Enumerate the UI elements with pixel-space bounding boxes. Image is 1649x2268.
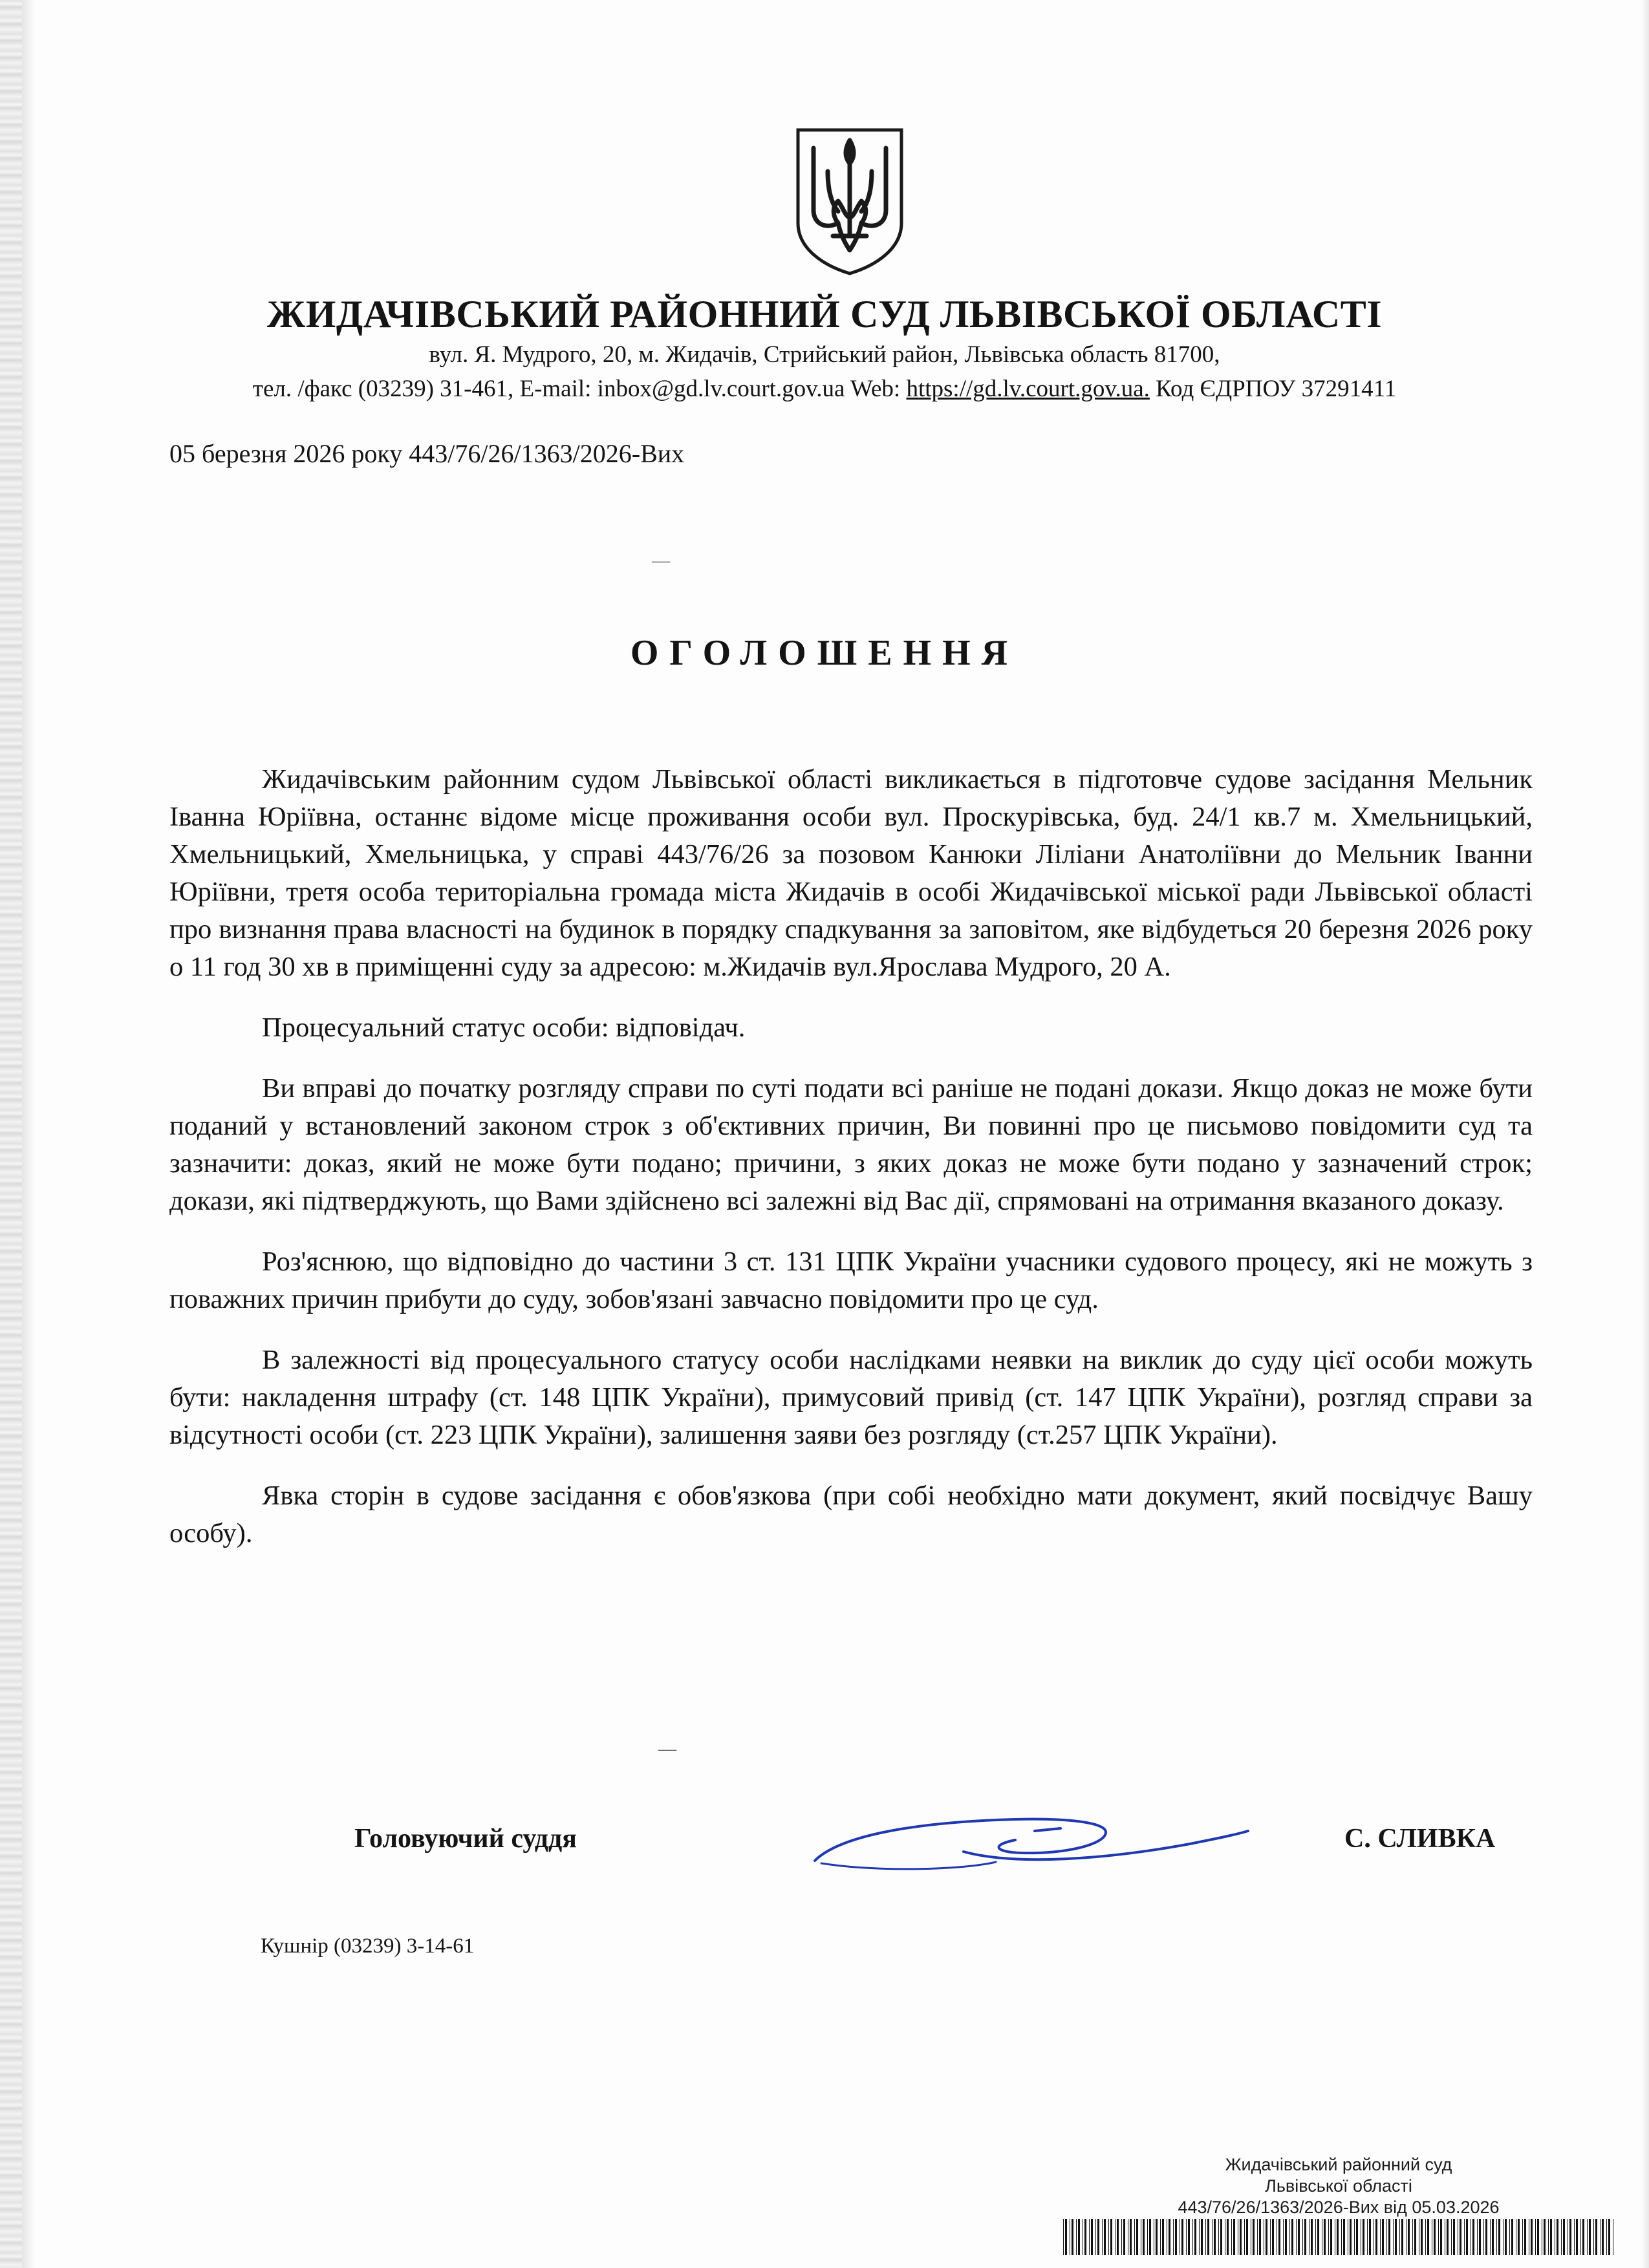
barcode-bar xyxy=(1544,2219,1546,2255)
barcode-bar xyxy=(1328,2219,1329,2255)
barcode-bar xyxy=(1205,2219,1206,2255)
paragraph-explanation: Роз'яснюю, що відповідно до частини 3 ст. 131 ЦПК України учасники судового процесу, які не можуть з поважних причин прибути до суду, зобов'язані завчасно повідомити про це суд. xyxy=(169,1246,1533,1314)
barcode-bar xyxy=(1207,2219,1209,2255)
barcode-bar xyxy=(1199,2219,1200,2255)
barcode-bar xyxy=(1557,2219,1558,2255)
barcode-bar xyxy=(1563,2219,1565,2255)
barcode-bar xyxy=(1479,2219,1481,2255)
barcode-bar xyxy=(1272,2219,1274,2255)
stamp-registration-number: 443/76/26/1363/2026-Вих від 05.03.2026 xyxy=(1178,2198,1500,2217)
registration-stamp xyxy=(1067,2154,1610,2218)
barcode-bar xyxy=(1309,2219,1310,2255)
barcode-bar xyxy=(1414,2219,1416,2255)
barcode-bar xyxy=(1063,2219,1064,2255)
barcode-bar xyxy=(1175,2219,1177,2255)
barcode-bar xyxy=(1496,2219,1497,2255)
barcode-bar xyxy=(1188,2219,1190,2255)
barcode-bar xyxy=(1509,2219,1510,2255)
barcode-bar xyxy=(1537,2219,1539,2255)
barcode-bar xyxy=(1231,2219,1232,2255)
barcode-bar xyxy=(1173,2219,1174,2255)
barcode-bar xyxy=(1561,2219,1562,2255)
barcode-bar xyxy=(1220,2219,1222,2255)
registration-barcode xyxy=(1061,2219,1617,2255)
barcode-bar xyxy=(1440,2219,1442,2255)
barcode-bar xyxy=(1427,2219,1429,2255)
barcode-bar xyxy=(1214,2219,1216,2255)
barcode-bar xyxy=(1289,2219,1290,2255)
barcode-bar xyxy=(1130,2219,1132,2255)
barcode-bar xyxy=(1576,2219,1578,2255)
document-date-reference: 05 березня 2026 року 443/76/26/1363/2026-Вих xyxy=(169,439,685,468)
barcode-bar xyxy=(1091,2219,1093,2255)
barcode-bar xyxy=(1438,2219,1439,2255)
barcode-bar xyxy=(1382,2219,1384,2255)
barcode-bar xyxy=(1117,2219,1119,2255)
barcode-bar xyxy=(1311,2219,1313,2255)
barcode-bar xyxy=(1278,2219,1280,2255)
barcode-bar xyxy=(1302,2219,1303,2255)
barcode-bar xyxy=(1447,2219,1449,2255)
barcode-bar xyxy=(1143,2219,1145,2255)
barcode-bar xyxy=(1110,2219,1112,2255)
barcode-bar xyxy=(1466,2219,1468,2255)
barcode-bar xyxy=(1337,2219,1339,2255)
barcode-bar xyxy=(1464,2219,1465,2255)
stamp-court-name: Жидачівський районний суд xyxy=(1225,2155,1452,2174)
barcode-bar xyxy=(1324,2219,1326,2255)
paragraph-consequences: В залежності від процесуального статусу особи наслідками неявки на виклик до суду цієї особи можуть бути: накладення штрафу (ст. 148 ЦПК України), примусовий привід (ст. 147 ЦПК України), розгляд справи за відсутності особи (ст. 223 ЦПК України), залишення заяви без розгляду (ст.257 ЦПК України). xyxy=(169,1345,1533,1450)
barcode-bar xyxy=(1201,2219,1203,2255)
barcode-bar xyxy=(1227,2219,1229,2255)
barcode-bar xyxy=(1363,2219,1364,2255)
barcode-bar xyxy=(1181,2219,1183,2255)
executor-contact: Кушнір (03239) 3-14-61 xyxy=(261,1934,475,1958)
barcode-bar xyxy=(1259,2219,1261,2255)
barcode-bar xyxy=(1104,2219,1106,2255)
barcode-bar xyxy=(1522,2219,1523,2255)
barcode-bar xyxy=(1587,2219,1588,2255)
barcode-bar xyxy=(1192,2219,1193,2255)
barcode-bar xyxy=(1380,2219,1381,2255)
barcode-bar xyxy=(1343,2219,1345,2255)
barcode-bar xyxy=(1399,2219,1400,2255)
barcode-bar xyxy=(1367,2219,1368,2255)
scan-artifact-mark: — xyxy=(652,551,670,571)
barcode-bar xyxy=(1477,2219,1478,2255)
barcode-bar xyxy=(1425,2219,1426,2255)
barcode-bar xyxy=(1401,2219,1403,2255)
barcode-bar xyxy=(1330,2219,1332,2255)
barcode-bar xyxy=(1317,2219,1319,2255)
barcode-bar xyxy=(1518,2219,1520,2255)
barcode-bar xyxy=(1498,2219,1500,2255)
judge-signature xyxy=(802,1790,1255,1887)
barcode-bar xyxy=(1257,2219,1258,2255)
barcode-bar xyxy=(1608,2219,1610,2255)
barcode-bar xyxy=(1218,2219,1219,2255)
barcode-bar xyxy=(1460,2219,1461,2255)
court-website-link[interactable]: https://gd.lv.court.gov.ua. xyxy=(906,376,1150,402)
barcode-bar xyxy=(1388,2219,1390,2255)
barcode-bar xyxy=(1472,2219,1474,2255)
barcode-bar xyxy=(1483,2219,1484,2255)
paragraph-summons: Жидачівським районним судом Львівської області викликається в підготовче судове засідання Мельник Іванна Юріївна, останнє відоме місце проживання особи вул. Проскурівська, буд. 24/1 кв.7 м. Хмельницький, Хмельницький, Хмельницька, у справі 443/76/26 за позовом Канюки Ліліани Анатоліївни до Мельник Іванни Юріївни, третя особа територіальна громада міста Жидачів в особі Жидачівської міської ради Львівської області про визнання права власності на будинок в порядку спадкування за заповітом, яке відбудеться 20 березня 2026 року о 11 год 30 хв в приміщенні суду за адресою: м.Жидачів вул.Ярослава Мудрого, 20 А. xyxy=(169,764,1533,982)
barcode-bar xyxy=(1186,2219,1187,2255)
barcode-bar xyxy=(1240,2219,1242,2255)
barcode-bar xyxy=(1084,2219,1086,2255)
barcode-bar xyxy=(1524,2219,1526,2255)
scan-artifact-mark: — xyxy=(658,1739,676,1759)
barcode-bar xyxy=(1490,2219,1491,2255)
barcode-bar xyxy=(1341,2219,1342,2255)
barcode-bar xyxy=(1369,2219,1371,2255)
stamp-region: Львівської області xyxy=(1265,2176,1412,2196)
judge-name: С. СЛИВКА xyxy=(1344,1824,1496,1854)
barcode-bar xyxy=(1421,2219,1423,2255)
court-address: вул. Я. Мудрого, 20, м. Жидачів, Стрийський район, Львівська область 81700, xyxy=(429,341,1220,368)
barcode-bar xyxy=(1108,2219,1109,2255)
barcode-bar xyxy=(1291,2219,1293,2255)
barcode-bar xyxy=(1492,2219,1494,2255)
barcode-bar xyxy=(1354,2219,1355,2255)
barcode-bar xyxy=(1134,2219,1135,2255)
barcode-bar xyxy=(1315,2219,1316,2255)
barcode-bar xyxy=(1072,2219,1073,2255)
barcode-bar xyxy=(1548,2219,1549,2255)
barcode-bar xyxy=(1194,2219,1196,2255)
barcode-bar xyxy=(1582,2219,1584,2255)
barcode-bar xyxy=(1285,2219,1287,2255)
barcode-bar xyxy=(1065,2219,1067,2255)
paragraph-attendance: Явка сторін в судове засідання є обов'язкова (при собі необхідно мати документ, який посвідчує Вашу особу). xyxy=(169,1481,1533,1548)
barcode-bar xyxy=(1393,2219,1394,2255)
barcode-bar xyxy=(1386,2219,1387,2255)
barcode-bar xyxy=(1095,2219,1096,2255)
barcode-bar xyxy=(1097,2219,1099,2255)
contacts-phone-email: тел. /факс (03239) 31-461, E-mail: inbox@gd.lv.court.gov.ua Web: xyxy=(252,376,907,402)
barcode-bar xyxy=(1304,2219,1306,2255)
barcode-bar xyxy=(1123,2219,1125,2255)
barcode-bar xyxy=(1511,2219,1513,2255)
barcode-bar xyxy=(1246,2219,1248,2255)
barcode-bar xyxy=(1089,2219,1090,2255)
barcode-bar xyxy=(1233,2219,1235,2255)
barcode-bar xyxy=(1606,2219,1607,2255)
barcode-bar xyxy=(1569,2219,1571,2255)
barcode-bar xyxy=(1270,2219,1271,2255)
barcode-bar xyxy=(1076,2219,1077,2255)
barcode-bar xyxy=(1115,2219,1116,2255)
barcode-bar xyxy=(1160,2219,1161,2255)
court-contacts xyxy=(0,375,1649,403)
barcode-bar xyxy=(1121,2219,1122,2255)
barcode-bar xyxy=(1078,2219,1080,2255)
barcode-bar xyxy=(1147,2219,1148,2255)
barcode-bar xyxy=(1580,2219,1581,2255)
barcode-bar xyxy=(1102,2219,1103,2255)
edrpou-code: Код ЄДРПОУ 37291411 xyxy=(1149,376,1397,402)
barcode-bar xyxy=(1136,2219,1138,2255)
barcode-bar xyxy=(1296,2219,1297,2255)
barcode-bar xyxy=(1595,2219,1597,2255)
barcode-bar xyxy=(1535,2219,1536,2255)
coat-of-arms-trident-icon xyxy=(793,126,907,276)
barcode-bar xyxy=(1266,2219,1267,2255)
barcode-bar xyxy=(1550,2219,1552,2255)
barcode-bar xyxy=(1408,2219,1410,2255)
court-name-heading: ЖИДАЧІВСЬКИЙ РАЙОННИЙ СУД ЛЬВІВСЬКОЇ ОБЛАСТІ xyxy=(266,293,1383,336)
document-title: ОГОЛОШЕННЯ xyxy=(630,633,1019,673)
barcode-bar xyxy=(1156,2219,1158,2255)
barcode-bar xyxy=(1149,2219,1151,2255)
barcode-bar xyxy=(1485,2219,1487,2255)
barcode-bar xyxy=(1356,2219,1358,2255)
paragraph-evidence: Ви вправі до початку розгляду справи по суті подати всі раніше не подані докази. Якщо доказ не може бути поданий у встановлений законом строк з об'єктивних причин, Ви повинні про це письмово повідомити суд та зазначити: доказ, який не може бути подано; причини, з яких доказ не може бути подано у зазначений строк; докази, які підтверджують, що Вами здійснено всі залежні від Вас дії, спрямовані на отримання вказаного доказу. xyxy=(169,1073,1533,1216)
barcode-bar xyxy=(1169,2219,1170,2255)
barcode-bar xyxy=(1395,2219,1397,2255)
barcode-bar xyxy=(1451,2219,1452,2255)
barcode-bar xyxy=(1531,2219,1533,2255)
barcode-bar xyxy=(1283,2219,1284,2255)
barcode-bar xyxy=(1253,2219,1255,2255)
barcode-bar xyxy=(1412,2219,1413,2255)
barcode-bar xyxy=(1350,2219,1352,2255)
barcode-bar xyxy=(1375,2219,1377,2255)
barcode-bar xyxy=(1162,2219,1164,2255)
barcode-bar xyxy=(1589,2219,1591,2255)
barcode-bar xyxy=(1574,2219,1575,2255)
barcode-bar xyxy=(1453,2219,1455,2255)
barcode-bar xyxy=(1602,2219,1604,2255)
barcode-bar xyxy=(1593,2219,1594,2255)
announcement-body xyxy=(169,761,1533,1576)
barcode-bar xyxy=(1505,2219,1507,2255)
paragraph-procedural-status: Процесуальний статус особи: відповідач. xyxy=(262,1012,746,1043)
barcode-bar xyxy=(1434,2219,1436,2255)
barcode-bar xyxy=(1244,2219,1245,2255)
judge-title: Головуючий суддя xyxy=(354,1824,577,1854)
barcode-bar xyxy=(1298,2219,1300,2255)
